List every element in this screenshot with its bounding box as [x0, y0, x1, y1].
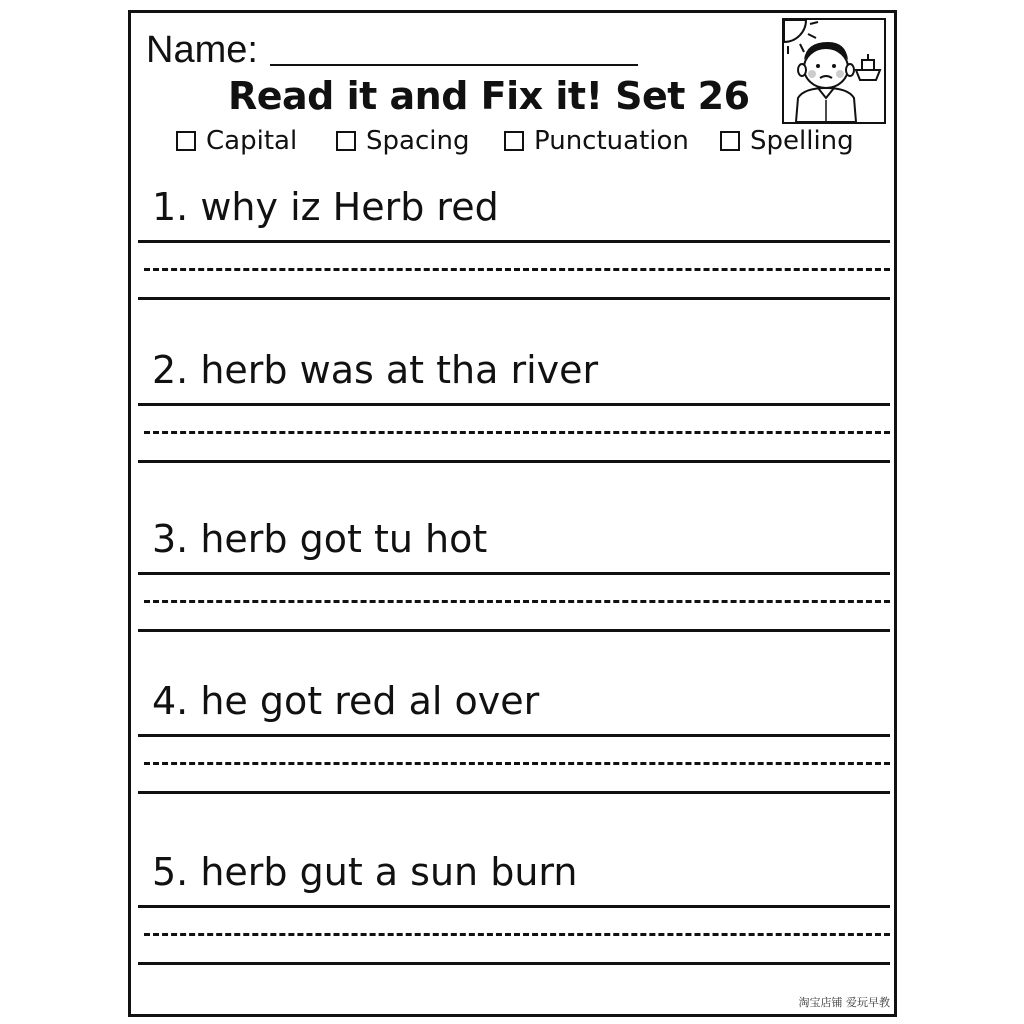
- write-line-top[interactable]: [138, 572, 890, 575]
- write-line-dashed: [144, 431, 890, 434]
- question-text: 3. herb got tu hot: [152, 517, 488, 561]
- question-text: 4. he got red al over: [152, 679, 540, 723]
- write-line-top[interactable]: [138, 734, 890, 737]
- sunburned-boy-icon: [782, 18, 886, 124]
- write-line-dashed: [144, 933, 890, 936]
- name-write-line[interactable]: [270, 64, 638, 66]
- watermark: 淘宝店铺 爱玩早教: [798, 996, 890, 1009]
- page-title: Read it and Fix it! Set 26: [228, 74, 750, 118]
- write-line-bottom: [138, 297, 890, 300]
- checklist-item-spelling[interactable]: [720, 126, 854, 156]
- question-text: 5. herb gut a sun burn: [152, 850, 578, 894]
- checklist-label: Spacing: [366, 126, 470, 156]
- write-line-bottom: [138, 791, 890, 794]
- write-line-bottom: [138, 460, 890, 463]
- checklist-label: Spelling: [750, 126, 854, 156]
- write-line-dashed: [144, 762, 890, 765]
- checkbox[interactable]: [336, 131, 356, 151]
- checkbox[interactable]: [720, 131, 740, 151]
- checklist-item-capital[interactable]: [176, 126, 297, 156]
- write-line-top[interactable]: [138, 240, 890, 243]
- question-text: 2. herb was at tha river: [152, 348, 599, 392]
- checklist-label: Punctuation: [534, 126, 689, 156]
- checklist-label: Capital: [206, 126, 298, 156]
- write-line-bottom: [138, 629, 890, 632]
- write-line-dashed: [144, 268, 890, 271]
- write-line-dashed: [144, 600, 890, 603]
- question-text: 1. why iz Herb red: [152, 185, 499, 229]
- checkbox[interactable]: [176, 131, 196, 151]
- name-label: Name:: [146, 29, 258, 71]
- checklist-item-spacing[interactable]: [336, 126, 469, 156]
- write-line-top[interactable]: [138, 905, 890, 908]
- checkbox[interactable]: [504, 131, 524, 151]
- write-line-top[interactable]: [138, 403, 890, 406]
- write-line-bottom: [138, 962, 890, 965]
- name-field: [146, 28, 638, 72]
- checklist-item-punctuation[interactable]: [504, 126, 689, 156]
- checklist: [176, 126, 856, 162]
